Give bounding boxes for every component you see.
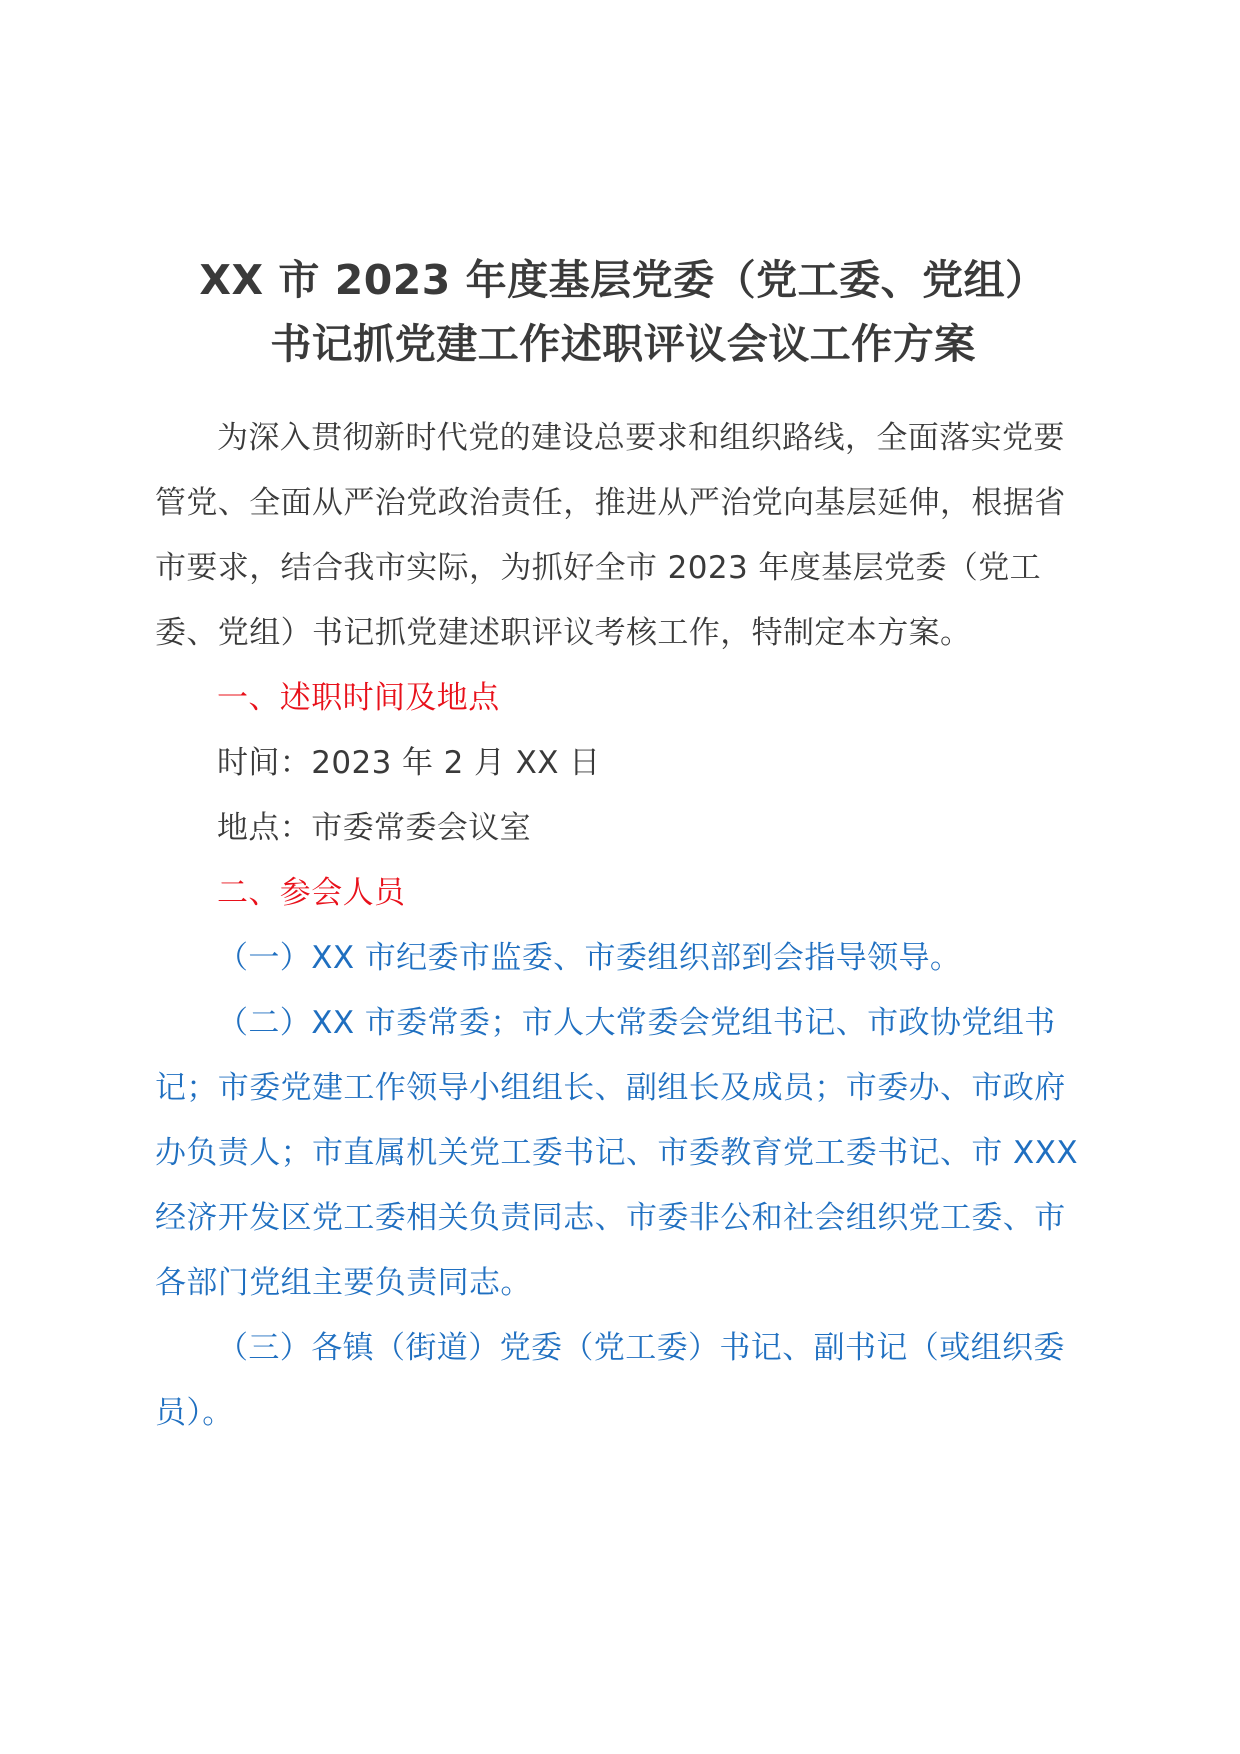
title-line-1: XX 市 2023 年度基层党委（党工委、党组） xyxy=(199,256,1047,304)
section-heading-attendees: 二、参会人员 xyxy=(217,875,406,911)
document-page xyxy=(155,248,1091,1446)
meeting-location: 地点：市委常委会议室 xyxy=(217,810,531,846)
title-line-2: 书记抓党建工作述职评议会议工作方案 xyxy=(270,320,976,368)
section-heading-time-location: 一、述职时间及地点 xyxy=(217,680,500,716)
attendee-item-3: （三）各镇（街道）党委（党工委）书记、副书记（或组织委员）。 xyxy=(155,1330,1065,1431)
document-title xyxy=(155,248,1091,376)
attendee-item-2: （二）XX 市委常委；市人大常委会党组书记、市政协党组书记；市委党建工作领导小组组长、副组长及成员；市委办、市政府办负责人；市直属机关党工委书记、市委教育党工委书记、市 XXX 经济开发区党工委相关负责同志、市委非公和社会组织党工委、市各部门党组主要负责同志。 xyxy=(155,1005,1078,1301)
meeting-time: 时间：2023 年 2 月 XX 日 xyxy=(217,745,601,781)
intro-paragraph: 为深入贯彻新时代党的建设总要求和组织路线，全面落实党要管党、全面从严治党政治责任，推进从严治党向基层延伸，根据省市要求，结合我市实际，为抓好全市 2023 年度基层党委（党工委、党组）书记抓党建述职评议考核工作，特制定本方案。 xyxy=(155,420,1066,651)
attendee-item-1: （一）XX 市纪委市监委、市委组织部到会指导领导。 xyxy=(217,940,962,976)
document-body xyxy=(155,406,1091,1446)
